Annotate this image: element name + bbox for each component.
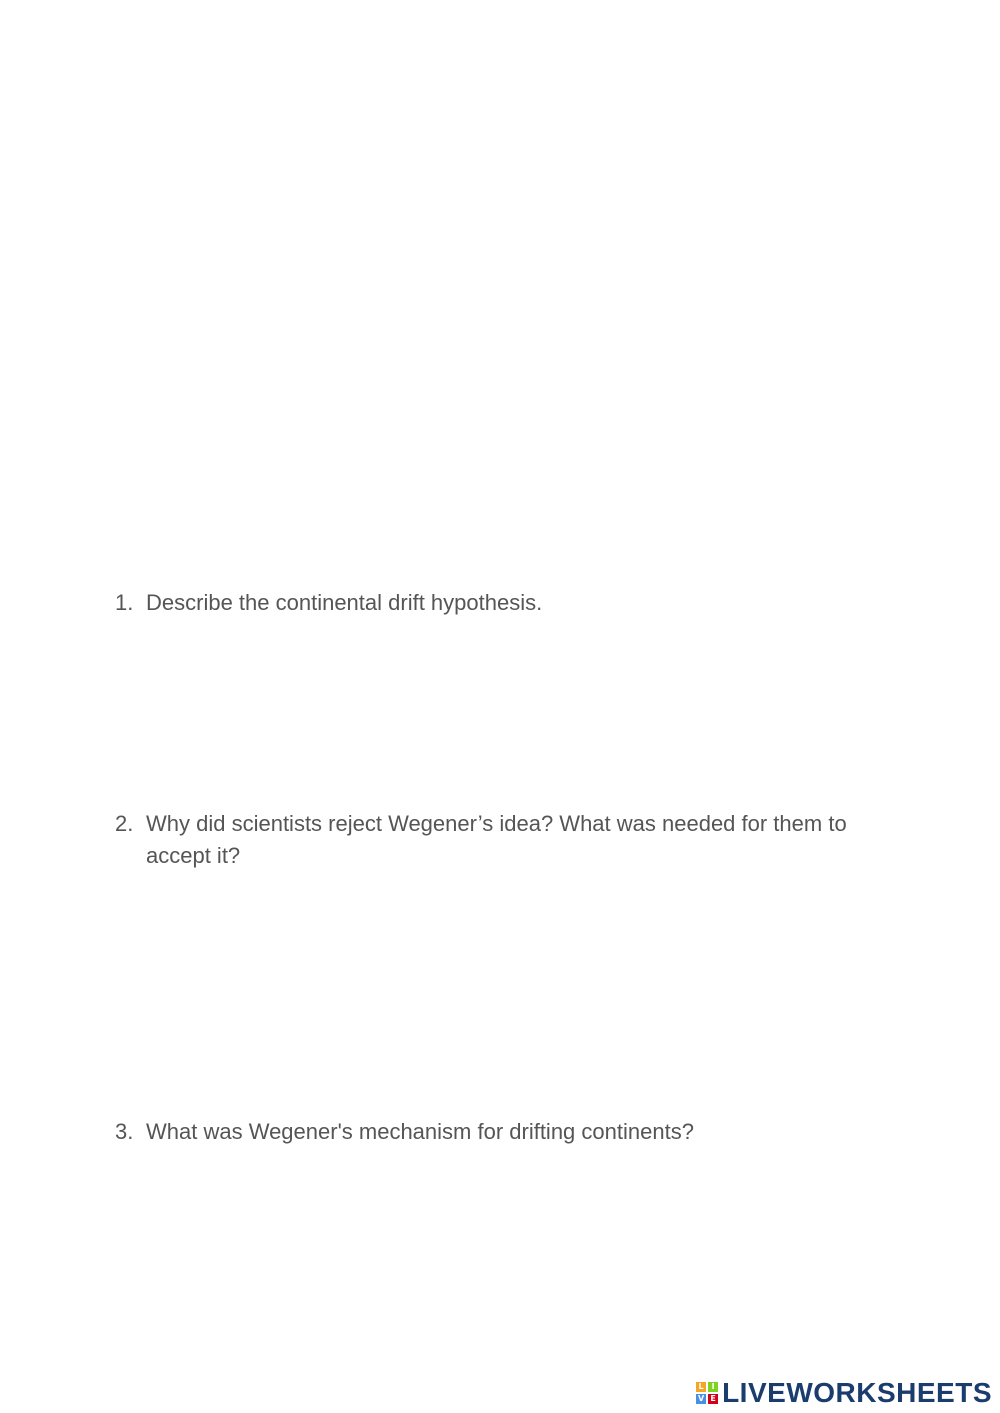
question-1: [115, 587, 895, 619]
logo-text: LIVEWORKSHEETS: [722, 1377, 992, 1408]
question-number: 2.: [115, 811, 134, 836]
logo-mark-tile: I: [708, 1382, 718, 1392]
question-text: What was Wegener's mechanism for drifting continents?: [146, 1119, 694, 1144]
question-number: 3.: [115, 1119, 134, 1144]
question-text: Describe the continental drift hypothesis.: [146, 590, 543, 615]
logo-mark-tile: V: [697, 1394, 705, 1403]
logo-mark-tile: L: [696, 1382, 706, 1392]
liveworksheets-logo: [696, 1376, 992, 1410]
question-3: [115, 1116, 895, 1148]
logo-mark-tile: E: [708, 1394, 718, 1404]
liveworksheets-logo-icon: [696, 1382, 718, 1404]
question-2: [115, 808, 895, 872]
question-text: Why did scientists reject Wegener’s idea? What was needed for them to accept it?: [146, 811, 847, 868]
question-number: 1.: [115, 590, 134, 615]
